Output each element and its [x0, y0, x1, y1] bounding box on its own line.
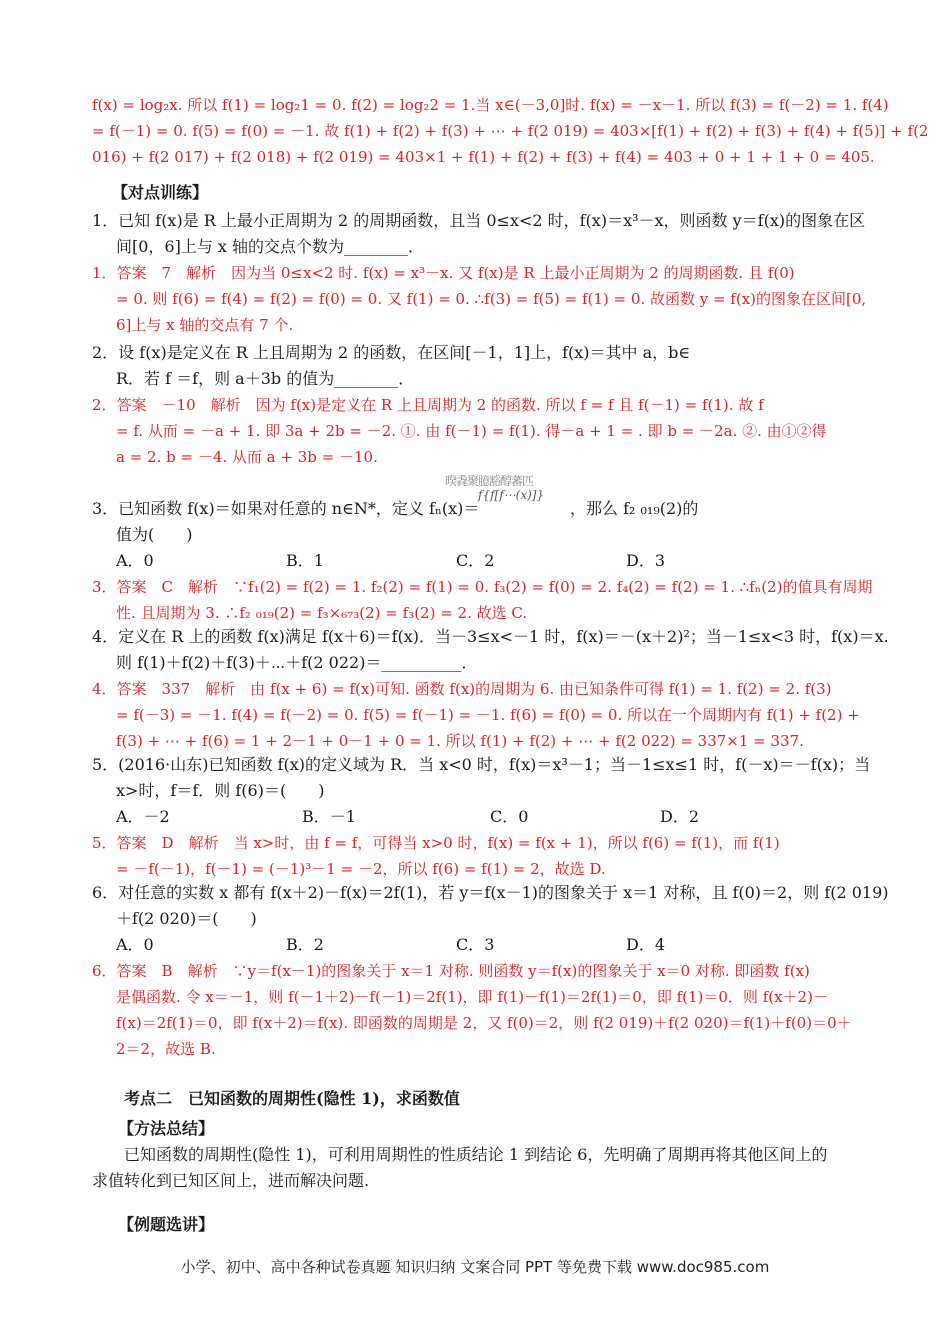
answer-1-line: 6]上与 x 轴的交点有 7 个.	[116, 316, 294, 334]
answer-5-line: 5．答案 D 解析 当 x>时，由 f = f，可得当 x>0 时，f(x) = f(x + 1)，所以 f(6) = f(1)，而 f(1)	[92, 834, 780, 852]
question-6-line: ＋f(2 020)＝( )	[116, 909, 257, 928]
solution-line: f(x) = log₂x. 所以 f(1) = log₂1 = 0. f(2) = log₂2 = 1.当 x∈(－3,0]时. f(x) = －x－1. 所以 f(3) = f(－2) = 1. f(4)	[92, 96, 889, 114]
option-b: B．－1	[302, 807, 356, 826]
answer-4-line: = f(－3) = －1. f(4) = f(－2) = 0. f(5) = f(－1) = －1. f(6) = f(0) = 0. 所以在一个周期内有 f(1) + f(2) +	[116, 706, 860, 724]
solution-line: 016) + f(2 017) + f(2 018) + f(2 019) = 403×1 + f(1) + f(2) + f(3) + f(4) = 403 + 0 + 1 + 1 + 0 = 405.	[92, 148, 875, 166]
method-summary-text: 求值转化到已知区间上，进而解决问题.	[92, 1171, 370, 1190]
answer-4-line: f(3) + ⋯ + f(6) = 1 + 2－1 + 0－1 + 0 = 1. 所以 f(1) + f(2) + ⋯ + f(2 022) = 337×1 = 337.	[116, 732, 804, 750]
question-6-line: 6．对任意的实数 x 都有 f(x＋2)－f(x)＝2f(1)，若 y＝f(x－1)的图象关于 x＝1 对称，且 f(0)＝2，则 f(2 019)	[92, 883, 889, 902]
question-3-options	[116, 548, 716, 574]
question-4-line: 则 f(1)＋f(2)＋f(3)＋⋯＋f(2 022)＝__________．	[116, 653, 478, 672]
answer-3-line: 3．答案 C 解析 ∵f₁(2) = f(2) = 1. f₂(2) = f(1) = 0. f₃(2) = f(0) = 2. f₄(2) = f(2) = 1. ∴fₙ(2)的值具有周期	[92, 578, 873, 596]
option-c: C．0	[490, 807, 529, 826]
footer-banner: 小学、初中、高中各种试卷真题 知识归纳 文案合同 PPT 等免费下载 www.doc985.com	[180, 1258, 770, 1276]
answer-2-line: = f. 从而 = －a + 1. 即 3a + 2b = －2. ①. 由 f(－1) = f(1). 得－a + 1 = . 即 b = －2a. ②. 由①②得	[116, 422, 827, 440]
answer-6-line: 6．答案 B 解析 ∵y＝f(x－1)的图象关于 x＝1 对称. 则函数 y＝f(x)的图象关于 x＝0 对称. 即函数 f(x)	[92, 962, 810, 980]
answer-6-line: 是偶函数. 令 x＝－1，则 f(－1＋2)－f(－1)＝2f(1)，即 f(1)－f(1)＝2f(1)＝0，即 f(1)＝0．则 f(x＋2)－	[116, 988, 828, 1006]
answer-1-line: 1．答案 7 解析 因为当 0≤x<2 时. f(x) = x³－x. 又 f(x)是 R 上最小正周期为 2 的周期函数. 且 f(0)	[92, 264, 795, 282]
option-a: A．0	[116, 935, 154, 954]
question-2-line: 2．设 f(x)是定义在 R 上且周期为 2 的函数，在区间[－1，1]上，f(x)＝其中 a，b∈	[92, 343, 691, 362]
option-d: D．4	[626, 935, 666, 954]
option-d: D．3	[626, 551, 666, 570]
question-4-line: 4．定义在 R 上的函数 f(x)满足 f(x＋6)＝f(x)．当－3≤x<－1 时，f(x)＝－(x＋2)²；当－1≤x<3 时，f(x)＝x.	[92, 627, 889, 646]
question-2-line: R．若 f ＝f，则 a＋3b 的值为________．	[116, 369, 415, 388]
question-3-line: 3．已知函数 f(x)＝如果对任意的 n∈N*，定义 fₙ(x)＝	[92, 499, 480, 518]
example-heading: 【例题选讲】	[118, 1215, 215, 1234]
answer-6-line: 2＝2，故选 B.	[116, 1040, 216, 1058]
question-6-options	[116, 932, 716, 958]
question-5-options	[116, 804, 756, 830]
garbled-text-artifact: 暌毳聚臆豁醇蕃匹	[445, 474, 534, 488]
answer-4-line: 4．答案 337 解析 由 f(x + 6) = f(x)可知. 函数 f(x)的周期为 6. 由已知条件可得 f(1) = 1. f(2) = 2. f(3)	[92, 680, 832, 698]
option-b: B．2	[286, 935, 324, 954]
method-summary-heading: 【方法总结】	[118, 1119, 215, 1138]
section-practice-heading: 【对点训练】	[112, 183, 209, 202]
option-c: C．2	[456, 551, 495, 570]
question-1-line: 间[0，6]上与 x 轴的交点个数为________．	[116, 237, 425, 256]
option-b: B．1	[286, 551, 324, 570]
answer-2-line: 2．答案 －10 解析 因为 f(x)是定义在 R 上且周期为 2 的函数. 所以 f = f 且 f(－1) = f(1). 故 f	[92, 396, 764, 414]
option-a: A．－2	[116, 807, 170, 826]
question-1-line: 1．已知 f(x)是 R 上最小正周期为 2 的周期函数，且当 0≤x<2 时，f(x)＝x³－x，则函数 y＝f(x)的图象在区	[92, 211, 866, 230]
section-2-title: 考点二 已知函数的周期性(隐性 1)，求函数值	[124, 1089, 460, 1108]
option-c: C．3	[456, 935, 495, 954]
question-3-tail: ，那么 f₂ ₀₁₉(2)的	[570, 499, 699, 518]
answer-1-line: = 0. 则 f(6) = f(4) = f(2) = f(0) = 0. 又 f(1) = 0. ∴f(3) = f(5) = f(1) = 0. 故函数 y = f(x)的图象在区间[0,	[116, 290, 867, 308]
answer-5-line: = －f(－1)，f(－1) = (－1)³－1 = －2，所以 f(6) = f(1) = 2，故选 D.	[116, 860, 606, 878]
question-3-line: 值为( )	[116, 525, 193, 544]
question-5-line: 5．(2016·山东)已知函数 f(x)的定义域为 R．当 x<0 时，f(x)＝x³－1；当－1≤x≤1 时，f(－x)＝－f(x)；当	[92, 755, 871, 774]
solution-line: = f(－1) = 0. f(5) = f(0) = －1. 故 f(1) + f(2) + f(3) + ⋯ + f(2 019) = 403×[f(1) + f(2) + f(3) + f(4) + f(5)] + f(2	[92, 122, 929, 140]
method-summary-text: 已知函数的周期性(隐性 1)，可利用周期性的性质结论 1 到结论 6，先明确了周期再将其他区间上的	[124, 1145, 828, 1164]
answer-2-line: a = 2. b = －4. 从而 a + 3b = －10.	[116, 448, 378, 466]
answer-3-line: 性. 且周期为 3. ∴f₂ ₀₁₉(2) = f₃×₆₇₃(2) = f₃(2) = 2. 故选 C.	[116, 604, 528, 622]
option-d: D．2	[660, 807, 700, 826]
answer-6-line: f(x)＝2f(1)＝0，即 f(x＋2)＝f(x). 即函数的周期是 2，又 f(0)＝2，则 f(2 019)＋f(2 020)＝f(1)＋f(0)＝0＋	[116, 1014, 852, 1032]
formula-image: f{f[f⋯(x)]}	[478, 488, 545, 502]
option-a: A．0	[116, 551, 154, 570]
question-5-line: x>时，f＝f．则 f(6)＝( )	[116, 781, 325, 800]
